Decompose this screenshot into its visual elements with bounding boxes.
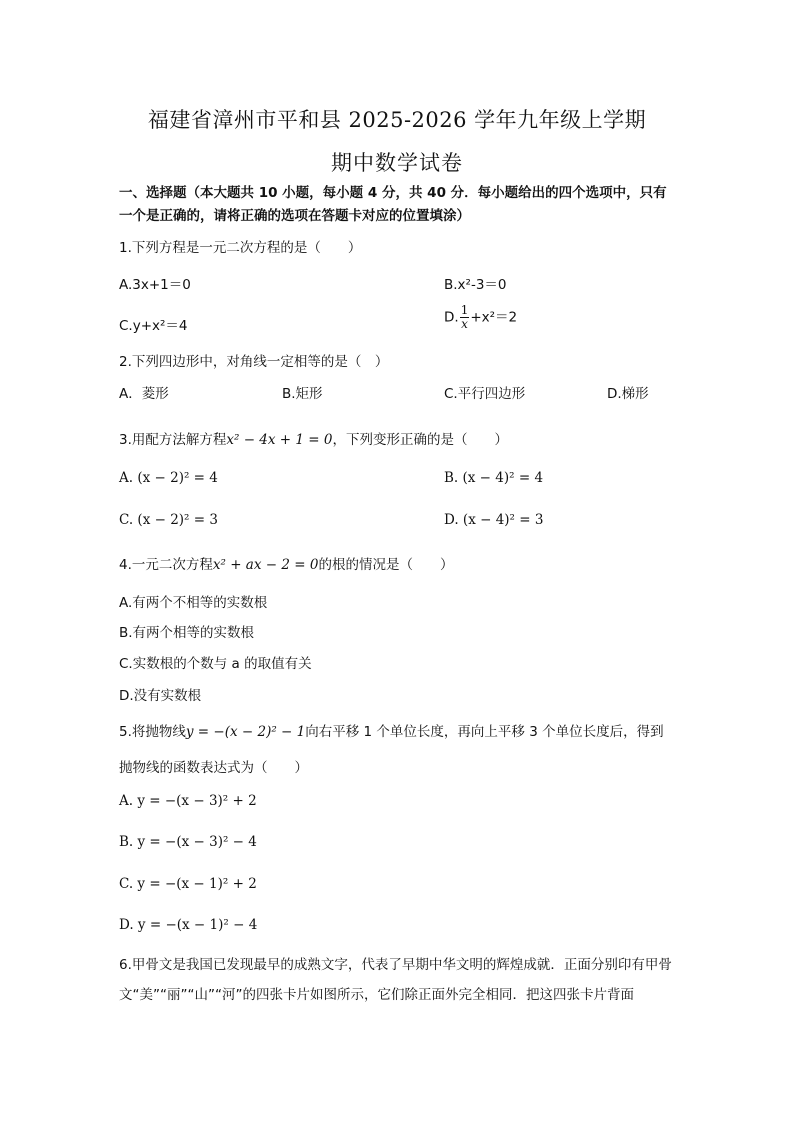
question-3-stem-prefix: 3.用配方法解方程 xyxy=(119,432,227,448)
question-2-option-c: C.平行四边形 xyxy=(444,386,526,402)
question-4-equation: x² + ax − 2 = 0 xyxy=(212,557,319,573)
question-1-option-b: B.x²-3＝0 xyxy=(444,277,507,293)
question-5-equation: y = −(x − 2)² − 1 xyxy=(185,724,306,740)
question-4-stem-prefix: 4.一元二次方程 xyxy=(119,557,213,573)
question-1-option-a: A.3x+1＝0 xyxy=(119,277,191,293)
question-3-option-c: C. (x − 2)² = 3 xyxy=(119,512,218,528)
question-5-option-c: C. y = −(x − 1)² + 2 xyxy=(119,876,257,892)
question-1-option-d xyxy=(444,304,517,331)
fraction-numerator: 1 xyxy=(460,303,469,317)
question-1-option-d-prefix: D. xyxy=(444,309,459,326)
question-5-option-a: A. y = −(x − 3)² + 2 xyxy=(119,793,257,809)
question-4-option-c: C.实数根的个数与 a 的取值有关 xyxy=(119,656,312,672)
question-2-stem: 2.下列四边形中，对角线一定相等的是（ ） xyxy=(119,354,389,370)
question-4-option-d: D.没有实数根 xyxy=(119,688,202,704)
question-2-option-b: B.矩形 xyxy=(282,386,323,402)
question-2-option-a: A．菱形 xyxy=(119,386,169,402)
question-5-option-b: B. y = −(x − 3)² − 4 xyxy=(119,834,257,850)
question-1-stem: 1.下列方程是一元二次方程的是（ ） xyxy=(119,240,362,256)
question-3-equation: x² − 4x + 1 = 0 xyxy=(226,432,333,448)
question-5-stem-suffix: 向右平移 1 个单位长度，再向上平移 3 个单位长度后，得到 xyxy=(305,724,664,740)
question-5-stem-line1 xyxy=(119,720,679,740)
exam-title-line2: 期中数学试卷 xyxy=(331,151,463,175)
question-4-option-b: B.有两个相等的实数根 xyxy=(119,625,255,641)
section-heading: 一、选择题（本大题共 10 小题，每小题 4 分，共 40 分．每小题给出的四个选项中，只有一个是正确的，请将正确的选项在答题卡对应的位置填涂） xyxy=(119,185,667,224)
question-4-option-a: A.有两个不相等的实数根 xyxy=(119,595,268,611)
question-6-stem: 6.甲骨文是我国已发现最早的成熟文字，代表了早期中华文明的辉煌成就．正面分别印有甲骨文“美”“丽”“山”“河”的四张卡片如图所示，它们除正面外完全相同．把这四张卡片背面 xyxy=(119,957,672,1003)
question-5-stem-line2: 抛物线的函数表达式为（ ） xyxy=(119,760,308,776)
question-5-stem-prefix: 5.将抛物线 xyxy=(119,724,186,740)
question-3-option-b: B. (x − 4)² = 4 xyxy=(444,470,544,486)
fraction-denominator: x xyxy=(461,317,468,331)
question-1-option-d-suffix: +x²＝2 xyxy=(470,309,518,326)
question-2-option-d: D.梯形 xyxy=(607,386,649,402)
question-1-option-c: C.y+x²＝4 xyxy=(119,318,188,334)
question-4-stem xyxy=(119,553,679,573)
question-3-stem xyxy=(119,428,679,448)
fraction xyxy=(460,304,470,331)
question-3-option-a: A. (x − 2)² = 4 xyxy=(119,470,218,486)
question-5-option-d: D. y = −(x − 1)² − 4 xyxy=(119,917,258,933)
question-4-stem-suffix: 的根的情况是（ ） xyxy=(318,557,454,573)
question-3-stem-suffix: ，下列变形正确的是（ ） xyxy=(332,432,508,448)
question-3-option-d: D. (x − 4)² = 3 xyxy=(444,512,544,528)
exam-title-line1: 福建省漳州市平和县 2025-2026 学年九年级上学期 xyxy=(147,108,647,132)
